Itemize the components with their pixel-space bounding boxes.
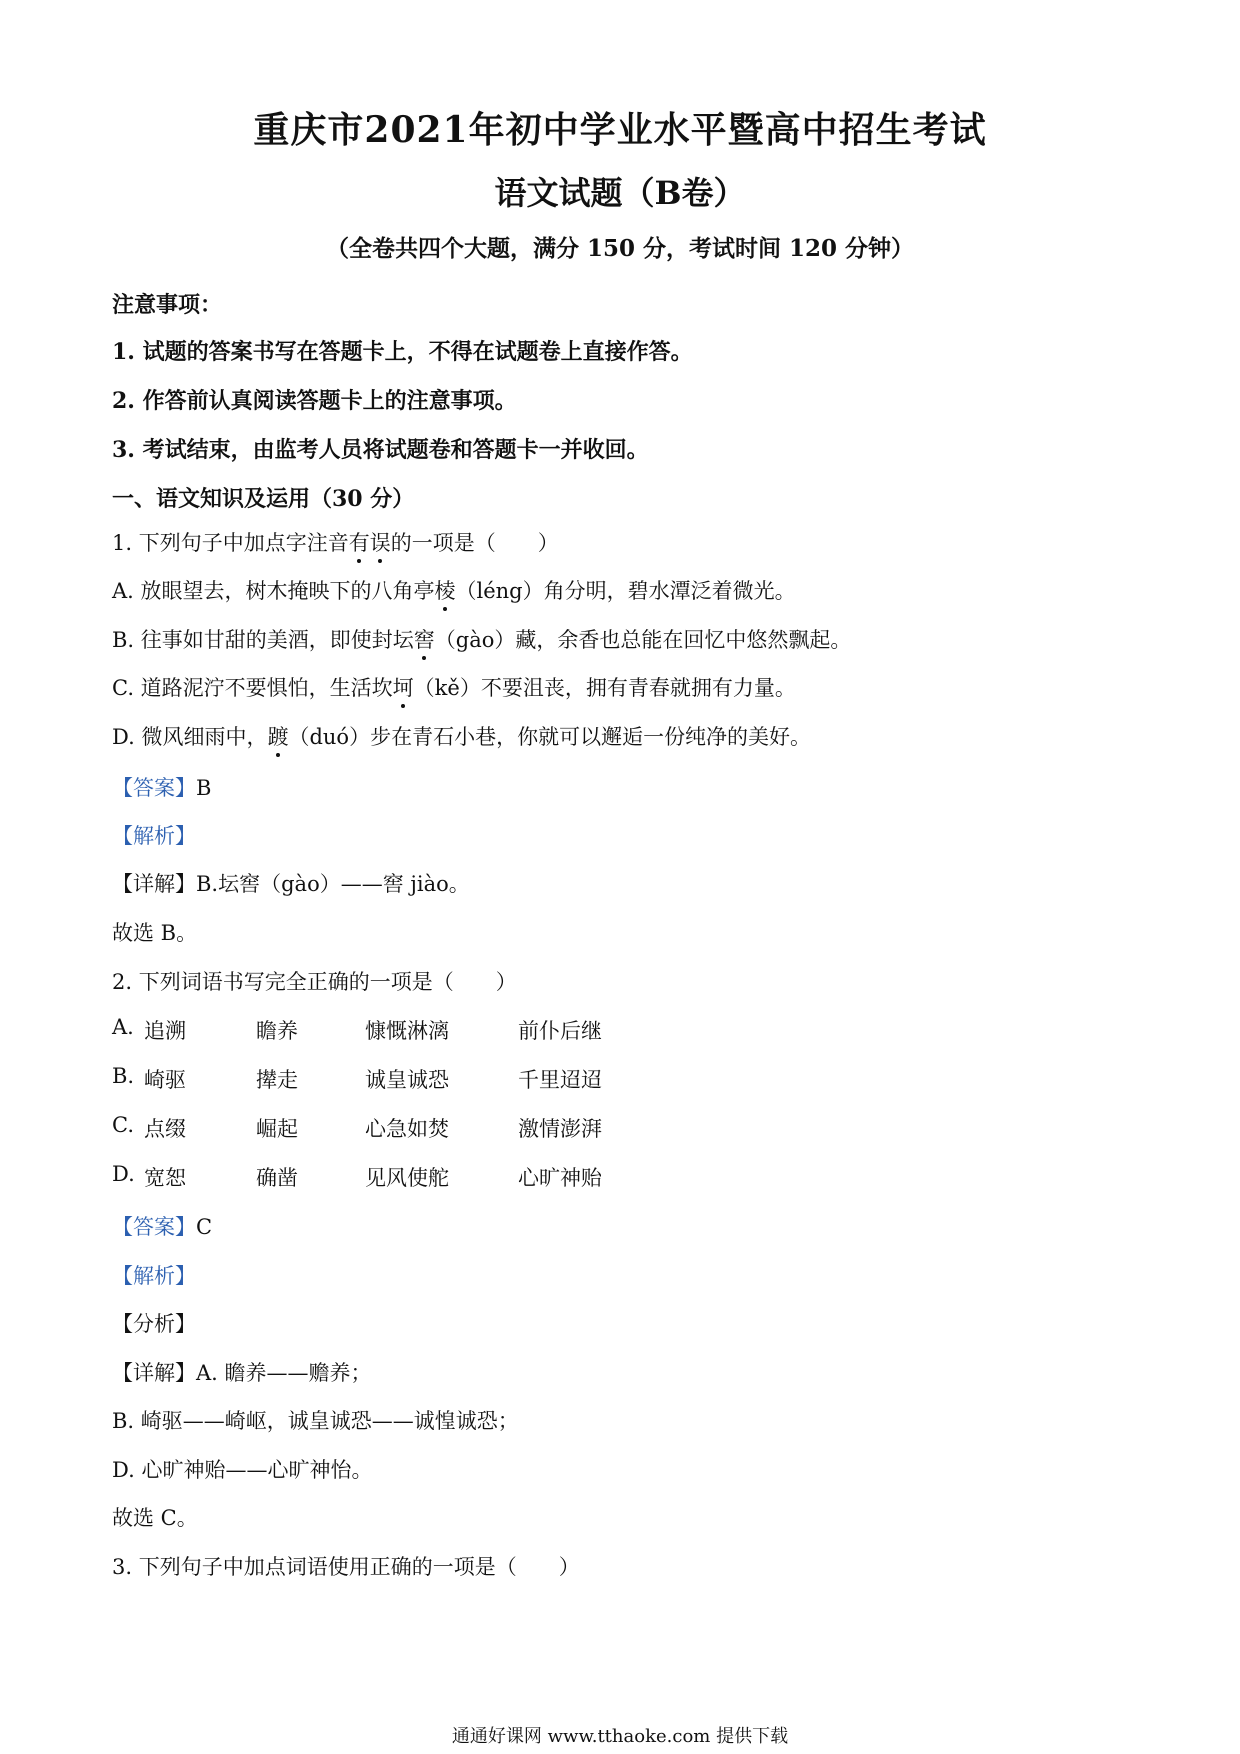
q1-detail: 【详解】B.坛窖（gào）——窖 jiào。 — [112, 872, 470, 896]
q3-stem: 3. 下列句子中加点词语使用正确的一项是（ ） — [112, 1555, 580, 1579]
q2-analysis-label: 【解析】 — [112, 1264, 196, 1288]
q2-detail-b: B. 崎驱——崎岖，诚皇诚恐——诚惶诚恐； — [112, 1409, 519, 1433]
q1-option-b: B. 往事如甘甜的美酒，即使封坛窖（gào）藏，余香也总能在回忆中悠然飘起。 — [112, 624, 851, 654]
notice-item-2: 2. 作答前认真阅读答题卡上的注意事项。 — [112, 388, 517, 414]
q1-dotted-char: 有 — [349, 527, 370, 557]
q1-dotted-char: 坷 — [393, 672, 414, 702]
q2-fenxi: 【分析】 — [112, 1312, 196, 1336]
q1-option-a: A. 放眼望去，树木掩映下的八角亭棱（léng）角分明，碧水潭泛着微光。 — [112, 575, 796, 605]
q2-conclusion: 故选 C。 — [112, 1506, 198, 1530]
q1-dotted-char: 误 — [370, 527, 391, 557]
q2-stem: 2. 下列词语书写完全正确的一项是（ ） — [112, 970, 517, 994]
q1-dotted-char: 窖 — [414, 624, 435, 654]
notice-item-3: 3. 考试结束，由监考人员将试题卷和答题卡一并收回。 — [112, 437, 649, 463]
exam-title: 重庆市2021年初中学业水平暨高中招生考试 — [253, 109, 987, 151]
q2-detail-d: D. 心旷神贻——心旷神怡。 — [112, 1458, 373, 1482]
q1-option-d: D. 微风细雨中，踱（duó）步在青石小巷，你就可以邂逅一份纯净的美好。 — [112, 721, 811, 751]
q2-detail-a: 【详解】A. 瞻养——赡养； — [112, 1361, 372, 1385]
q1-answer: 【答案】B — [112, 776, 212, 800]
document-page: 重庆市2021年初中学业水平暨高中招生考试 语文试题（B卷） （全卷共四个大题，满分 150 分，考试时间 120 分钟） 注意事项： 1. 试题的答案书写在答题卡上，不得在试题卷上直接作答。 2. 作答前认真阅读答题卡上的注意事项。 3. 考试结束，由监考人员将试题卷和答题卡一并收回。 一、语文知识及运用（30 分） 1. 下列句子中加点字注音有误的一项是（ ） A. 放眼望去，树木掩映下的八角亭棱（léng）角分明，碧水潭泛着微光。 B. 往事如甘甜的美酒，即使封坛窖（gào）藏，余香也总能在回忆中悠然飘起。 C. 道路泥泞不要惧怕，生活坎坷（kě）不要沮丧，拥有青春就拥有力量。 D. 微风细雨中，踱（duó）步在青石小巷，你就可以邂逅一份纯净的美好。 【答案】B 【解析】 【详解】B.坛窖（gào）——窖 jiào。 故选 B。 2. 下列词语书写完全正确的一项是（ ） A. 追溯 瞻养 慷慨淋漓 前仆后继 B. 崎驱 撵走 诚皇诚恐 千里迢迢 C. 点缀 崛起 心急如焚 激情澎湃 D. 宽恕 确凿 见风使舵 心旷神贻 【答案】C 【解析】 【分析】 【详解】A. 瞻养——赡养； B. 崎驱——崎岖，诚皇诚恐——诚惶诚恐； D. 心旷神贻——心旷神怡。 故选 C。 3. 下列句子中加点词语使用正确的一项是（ ） 通通好课网 www.tthaoke.com 提供下载 — [0, 0, 1240, 1754]
answer-label: 【答案】 — [112, 776, 196, 800]
q2-answer: 【答案】C — [112, 1215, 213, 1239]
answer-label: 【答案】 — [112, 1215, 196, 1239]
notice-item-1: 1. 试题的答案书写在答题卡上，不得在试题卷上直接作答。 — [112, 339, 693, 365]
exam-subtitle: 语文试题（B卷） — [494, 174, 746, 212]
exam-note: （全卷共四个大题，满分 150 分，考试时间 120 分钟） — [325, 235, 915, 262]
notice-heading: 注意事项： — [112, 292, 223, 318]
q1-conclusion: 故选 B。 — [112, 921, 198, 945]
q1-option-c: C. 道路泥泞不要惧怕，生活坎坷（kě）不要沮丧，拥有青春就拥有力量。 — [112, 672, 796, 702]
q1-stem: 1. 下列句子中加点字注音有误的一项是（ ） — [112, 527, 559, 557]
q1-analysis-label: 【解析】 — [112, 824, 196, 848]
q1-dotted-char: 踱 — [267, 721, 288, 751]
footer-credit: 通通好课网 www.tthaoke.com 提供下载 — [451, 1726, 789, 1747]
section-1-heading: 一、语文知识及运用（30 分） — [112, 486, 415, 512]
q1-dotted-char: 棱 — [435, 575, 456, 605]
